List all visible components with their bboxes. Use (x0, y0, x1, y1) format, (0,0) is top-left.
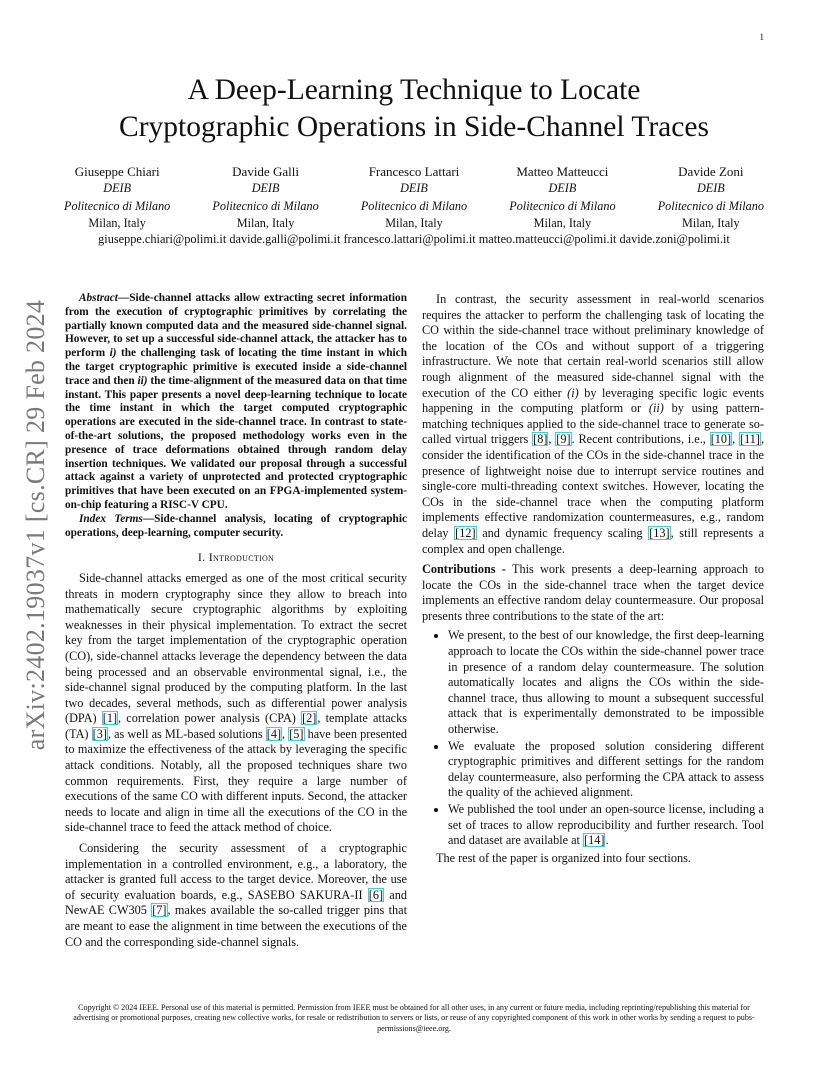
list-item: • We published the tool under an open-source license, including a set of traces to allow reproducibility and further research. Tool and dataset are available at [14]. (448, 802, 764, 849)
author-institution: Politecnico di Milano (64, 198, 171, 213)
citation-link[interactable]: [14] (584, 833, 605, 848)
author-city: Milan, Italy (533, 216, 592, 231)
list-item: • We present, to the best of our knowledge, the first deep-learning approach to locate the COs within the side-channel power trace in presence of a random delay countermeasure. The solution automatically locates and aligns the COs within the side-channel trace, thus allowing to mount a subsequent successful attack that is experimentally demonstrated to be impossible otherwise. (448, 628, 764, 737)
citation-link[interactable]: [13] (649, 525, 670, 540)
title-line-1: A Deep-Learning Technique to Locate (187, 74, 641, 106)
citation-link[interactable]: [9] (556, 432, 571, 447)
author-city: Milan, Italy (88, 216, 146, 231)
author-3 (361, 163, 467, 233)
page-number: 1 (759, 32, 764, 42)
author-institution: Politecnico di Milano (509, 198, 616, 213)
intro-paragraph-2: Considering the security assessment of a cryptographic implementation in a controlled environment, e.g., a laboratory, the attacker is granted full access to the target device. Moreover, the use of security evaluation boards, e.g., SASEBO SAKURA-II [6] and NewAE CW305 [7], makes available the so-called trigger pins that are meant to ease the alignment in time between the executions of the CO and the corresponding side-channel signals. (65, 841, 407, 949)
right-column (422, 292, 764, 866)
abstract: Abstract—Side-channel attacks allow extracting secret information from the execution of cryptographic primitives by correlating the partially known computed data and the measured side-channel signal. However, to set up a successful side-channel attack, the attacker has to perform i) the challenging task of locating the time instant in which the target cryptographic primitive is executed inside a side-channel trace and then ii) the time-alignment of the measured data on that time instant. This paper presents a novel deep-learning technique to locate the time instant in which the target computed cryptographic operations are executed in the side-channel trace. In contrast to state-of-the-art solutions, the proposed methodology works even in the presence of trace deformations obtained through random delay insertion techniques. We validated our proposal through a successful attack against a variety of unprotected and protected cryptographic primitives that have been executed on an FPGA-implemented system-on-chip featuring a RISC-V CPU. (65, 292, 407, 511)
author-name: Davide Zoni (678, 164, 744, 179)
intro-paragraph-last: The rest of the paper is organized into four sections. (436, 850, 691, 865)
author-dept: DEIB (400, 181, 428, 196)
citation-link[interactable]: [5] (289, 726, 304, 741)
intro-paragraph-1: Side-channel attacks emerged as one of the most critical security threats in modern cryptography since they allow to breach into mathematically secure cryptographic algorithms by exploiting weaknesses in their physical implementation. To extract the secret key from the target implementation of the cryptographic operation (CO), side-channel attacks leverage the dependency between the data being processed and an observable environmental signal, i.e., the side-channel signal produced by the computing platform. In the last two decades, several methods, such as differential power analysis (DPA) [1], correlation power analysis (CPA) [2], template attacks (TA) [3], as well as ML-based solutions [4], [5] have been presented to maximize the effectiveness of the attack by leveraging the specific attack conditions. Notably, all the proposed techniques share two common requirements. First, they require a large number of executions of the same CO with different inputs. Second, the attacker needs to locate and align in time all the executions of the CO in the side-channel trace to feed the attack method of choice. (65, 570, 408, 835)
index-terms-label: Index Terms (79, 512, 143, 525)
author-2 (212, 163, 318, 233)
contributions-paragraph: Contributions - This work presents a deep-learning approach to locate the COs in the side-channel trace when the target device implements an effective random delay countermeasure. Our proposal presents three contributions to the state of the art: (422, 562, 764, 623)
author-name: Davide Galli (232, 164, 299, 179)
section-heading-introduction: I. Introduction (197, 550, 275, 565)
citation-link[interactable]: [4] (266, 726, 282, 741)
author-name: Francesco Lattari (368, 164, 460, 179)
author-city: Milan, Italy (236, 216, 295, 231)
author-dept: DEIB (251, 181, 280, 196)
citation-link[interactable]: [12] (455, 525, 476, 540)
title-line-2: Cryptographic Operations in Side-Channel Traces (119, 111, 709, 143)
author-institution: Politecnico di Milano (212, 198, 319, 213)
citation-link[interactable]: [3] (92, 726, 107, 741)
author-dept: DEIB (696, 181, 725, 196)
author-city: Milan, Italy (682, 216, 740, 231)
author-5 (658, 163, 764, 233)
citation-link[interactable]: [8] (533, 432, 548, 447)
citation-link[interactable]: [1] (102, 711, 118, 726)
author-dept: DEIB (548, 181, 577, 196)
contributions-label: Contributions - (422, 562, 506, 577)
author-4 (509, 163, 615, 233)
author-1 (64, 163, 170, 233)
abstract-label: Abstract (79, 292, 118, 304)
citation-link[interactable]: [11] (740, 432, 760, 447)
citation-link[interactable]: [10] (710, 432, 732, 447)
index-terms: Index Terms—Side-channel analysis, locating of cryptographic operations, deep-learning, computer security. (65, 512, 407, 539)
author-dept: DEIB (103, 181, 132, 196)
arxiv-stamp: arXiv:2402.19037v1 [cs.CR] 29 Feb 2024 (21, 299, 50, 751)
author-emails: giuseppe.chiari@polimi.it davide.galli@polimi.it francesco.lattari@polimi.it matteo.matteucci@polimi.it davide.zoni@polimi.it (98, 232, 730, 246)
copyright-notice: Copyright © 2024 IEEE. Personal use of this material is permitted. Permission from IEEE must be obtained for all other uses, in any current or future media, including reprinting/republishing this material for advertising or promotional purposes, creating new collective works, for resale or redistribution to servers or lists, or reuse of any copyrighted component of this work in other works by sending a request to pubs-permissions@ieee.org. (73, 1003, 755, 1033)
contributions-list (422, 628, 764, 848)
author-name: Giuseppe Chiari (74, 164, 160, 179)
intro-paragraph-3: In contrast, the security assessment in real-world scenarios requires the attacker to perform the challenging task of locating the CO within the side-channel trace without preliminary knowledge of the location of the COs and without support of a triggering infrastructure. We note that certain real-world scenarios still allow rough alignment of the measured side-channel signal with the execution of the CO either (i) by leveraging specific logic events happening in the computing platform or (ii) by using pattern-matching techniques applied to the side-channel trace to generate so-called virtual triggers [8], [9]. Recent contributions, i.e., [10], [11], consider the identification of the COs in the side-channel trace in the presence of lightweight noise due to interrupt service routines and single-core multi-threading context switches. However, locating the COs in the side-channel trace when the computing platform implements effective randomization countermeasures, e.g., random delay [12] and dynamic frequency scaling [13], still represents a complex and open challenge. (422, 292, 765, 556)
left-column (65, 292, 407, 950)
citation-link[interactable]: [7] (152, 903, 167, 918)
author-name: Matteo Matteucci (516, 164, 609, 179)
author-institution: Politecnico di Milano (657, 198, 764, 213)
citation-link[interactable]: [2] (302, 711, 317, 726)
citation-link[interactable]: [6] (368, 887, 384, 902)
author-institution: Politecnico di Milano (360, 198, 468, 213)
paper-title (0, 72, 828, 146)
author-block (64, 163, 764, 233)
author-city: Milan, Italy (385, 216, 443, 231)
list-item: • We evaluate the proposed solution considering different cryptographic primitives and different settings for the random delay countermeasure, also performing the CPA attack to assess the quality of the achieved alignment. (448, 739, 764, 801)
